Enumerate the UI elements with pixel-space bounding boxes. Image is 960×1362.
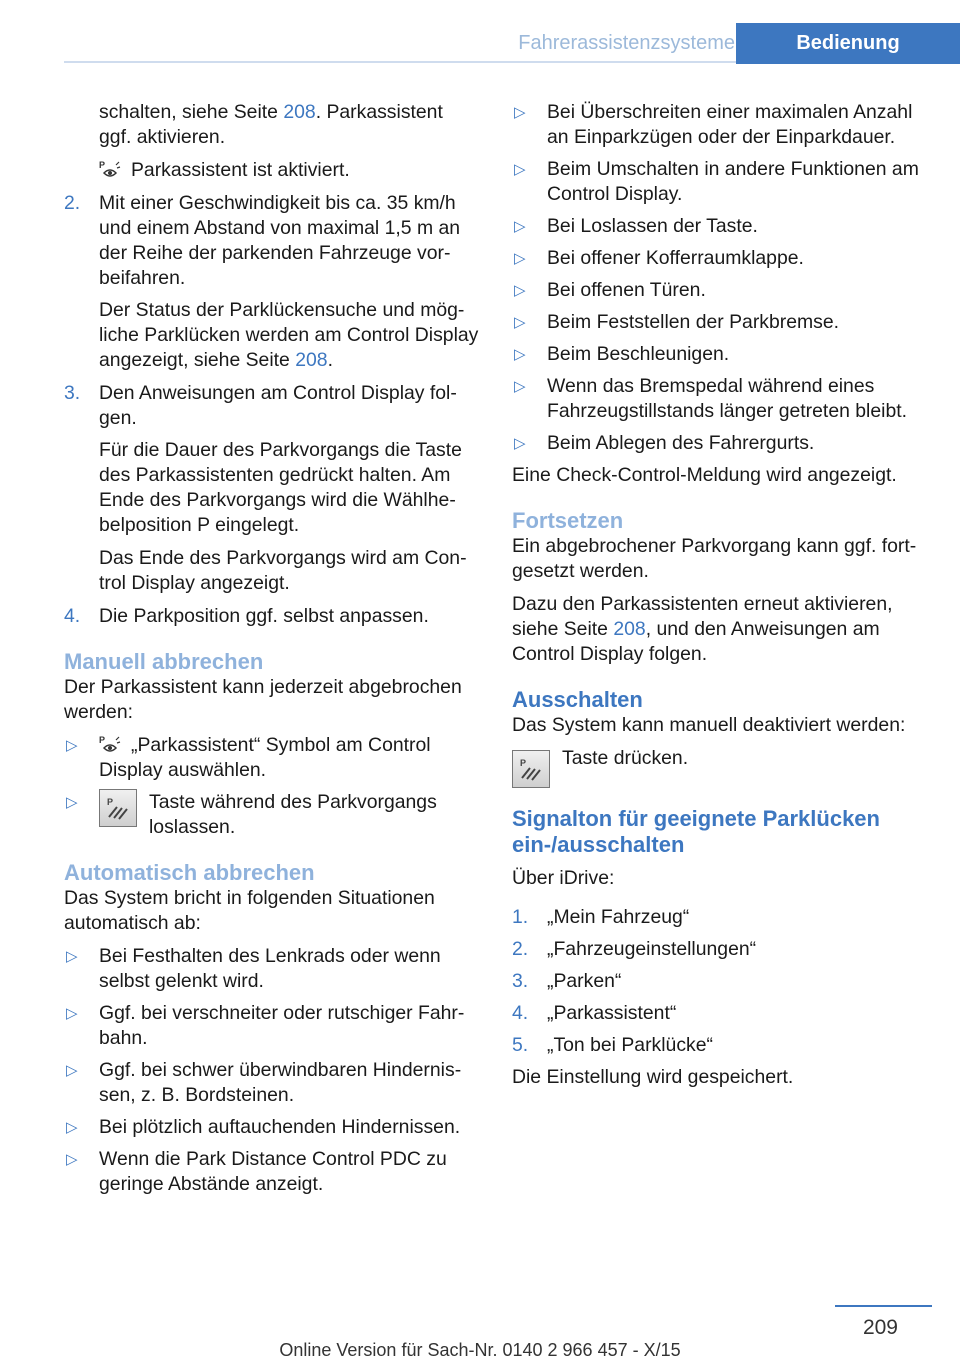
list-item: ▷ P Taste während des Parkvorgangs loslassen.	[66, 791, 437, 838]
switch-off-instruction: P Taste drücken.	[512, 746, 932, 786]
list-item: ▷ P „Parkassistent“ Symbol am Control Display auswählen.	[66, 734, 431, 781]
bullet-icon: ▷	[66, 1119, 78, 1136]
heading-continue: Fortsetzen	[512, 508, 624, 533]
signal-step: 4. „Parkassistent“	[512, 1002, 677, 1024]
bullet-icon: ▷	[514, 346, 526, 363]
footer-rule	[835, 1305, 932, 1307]
list-item: ▷ Beim Ablegen des Fahrergurts.	[514, 432, 815, 454]
list-item: ▷ Beim Umschalten in andere Funktionen am Control Display.	[514, 158, 919, 205]
signal-step: 2. „Fahrzeugeinstellungen“	[512, 938, 757, 960]
heading-signal-tone: Signalton für geeignete Parklücken ein-/ausschalten	[512, 806, 880, 857]
page-number: 209	[862, 1316, 898, 1339]
list-item: ▷ Bei offenen Türen.	[514, 279, 706, 301]
page-link[interactable]: 208	[283, 101, 316, 123]
page-link[interactable]: 208	[613, 618, 646, 640]
bullet-icon: ▷	[514, 378, 526, 395]
page-link[interactable]: 208	[295, 349, 328, 371]
signal-step: 5. „Ton bei Parklücke“	[512, 1034, 713, 1056]
list-item: ▷ Wenn die Park Distance Control PDC zu geringe Abstände anzeigt.	[66, 1148, 447, 1195]
bullet-icon: ▷	[514, 161, 526, 178]
page-header	[0, 0, 960, 64]
continue-p1: Ein abgebrochener Parkvorgang kann ggf. fortgesetzt werden.	[512, 535, 917, 582]
manual-intro: Der Parkassistent kann jederzeit abgebrochen werden:	[64, 676, 462, 723]
list-item: ▷ Wenn das Bremspedal während eines Fahrzeugstillstands länger getreten bleibt.	[514, 375, 908, 422]
step-3-sub-2: Das Ende des Parkvorgangs wird am Control Display angezeigt.	[99, 547, 467, 594]
park-assist-symbol-icon	[99, 734, 121, 754]
list-item: ▷ Bei Überschreiten einer maximalen Anzahl an Einparkzügen oder der Einparkdauer.	[514, 101, 913, 148]
park-assist-button-icon	[99, 789, 137, 827]
heading-manual-cancel: Manuell abbrechen	[64, 649, 264, 674]
signal-step: 3. „Parken“	[512, 970, 622, 992]
heading-auto-cancel: Automatisch abbrechen	[64, 860, 315, 885]
list-item: ▷ Bei Loslassen der Taste.	[514, 215, 758, 237]
bullet-icon: ▷	[66, 1151, 78, 1168]
signal-intro: Über iDrive:	[512, 867, 615, 889]
list-item: ▷ Ggf. bei schwer überwindbaren Hindernissen, z. B. Bordsteinen.	[66, 1059, 462, 1106]
bullet-icon: ▷	[66, 794, 78, 811]
list-item: ▷ Beim Feststellen der Parkbremse.	[514, 311, 840, 333]
header-tab: Bedienung	[736, 23, 960, 64]
header-rule	[64, 61, 736, 63]
list-item: ▷ Bei plötzlich auftauchenden Hindernissen.	[66, 1116, 461, 1138]
bullet-icon: ▷	[66, 1062, 78, 1079]
check-control-note: Eine Check-Control-Meldung wird angezeigt.	[512, 464, 897, 486]
svg-text:P: P	[107, 797, 114, 807]
step-4: 4. Die Parkposition ggf. selbst anpassen.	[64, 605, 429, 627]
switch-off-intro: Das System kann manuell deaktiviert werden:	[512, 714, 906, 736]
step-3: 3. Den Anweisungen am Control Display folgen.	[64, 382, 457, 429]
svg-text:P: P	[99, 735, 106, 745]
auto-intro: Das System bricht in folgenden Situationen automatisch ab:	[64, 887, 435, 934]
bullet-icon: ▷	[514, 250, 526, 267]
right-column	[512, 100, 932, 1098]
setting-saved-note: Die Einstellung wird gespeichert.	[512, 1066, 794, 1088]
bullet-icon: ▷	[514, 104, 526, 121]
continue-p2: Dazu den Parkassistenten erneut aktivieren, siehe Seite 208, und den Anweisungen am Control Display folgen.	[512, 593, 893, 665]
list-item: ▷ Beim Beschleunigen.	[514, 343, 730, 365]
online-version-note: Online Version für Sach-Nr. 0140 2 966 457 - X/15	[279, 1340, 681, 1360]
status-line: P Parkassistent ist aktiviert.	[99, 159, 350, 181]
signal-step: 1. „Mein Fahrzeug“	[512, 906, 690, 928]
heading-switch-off: Ausschalten	[512, 687, 643, 712]
step-3-sub-1: Für die Dauer des Parkvorgangs die Taste des Parkassistenten gedrückt halten. Am Ende des Parkvorgangs wird die Wählhebelposition P eingelegt.	[99, 439, 462, 536]
bullet-icon: ▷	[514, 435, 526, 452]
bullet-icon: ▷	[66, 1005, 78, 1022]
left-column	[64, 100, 480, 1204]
continued-step1: schalten, siehe Seite 208. Parkassistent ggf. aktivieren.	[99, 101, 443, 148]
svg-text:P: P	[520, 758, 527, 768]
bullet-icon: ▷	[514, 314, 526, 331]
header-section-title: Fahrerassistenzsysteme	[518, 32, 735, 54]
park-assist-symbol-icon	[99, 159, 121, 179]
park-assist-button-icon	[512, 750, 550, 788]
list-item: ▷ Bei Festhalten des Lenkrads oder wenn selbst gelenkt wird.	[66, 945, 441, 992]
bullet-icon: ▷	[66, 948, 78, 965]
step-2: 2. Mit einer Geschwindigkeit bis ca. 35 km/h und einem Abstand von maximal 1,5 m an der Reihe der parkenden Fahrzeuge vorbeifahren.	[64, 192, 461, 289]
bullet-icon: ▷	[66, 737, 78, 754]
list-item: ▷ Ggf. bei verschneiter oder rutschiger Fahrbahn.	[66, 1002, 465, 1049]
list-item: ▷ Bei offener Kofferraumklappe.	[514, 247, 804, 269]
bullet-icon: ▷	[514, 218, 526, 235]
svg-text:P: P	[99, 160, 106, 170]
step-2-sub: Der Status der Parklückensuche und mögliche Parklücken werden am Control Display angezeigt, siehe Seite 208.	[99, 299, 479, 371]
bullet-icon: ▷	[514, 282, 526, 299]
